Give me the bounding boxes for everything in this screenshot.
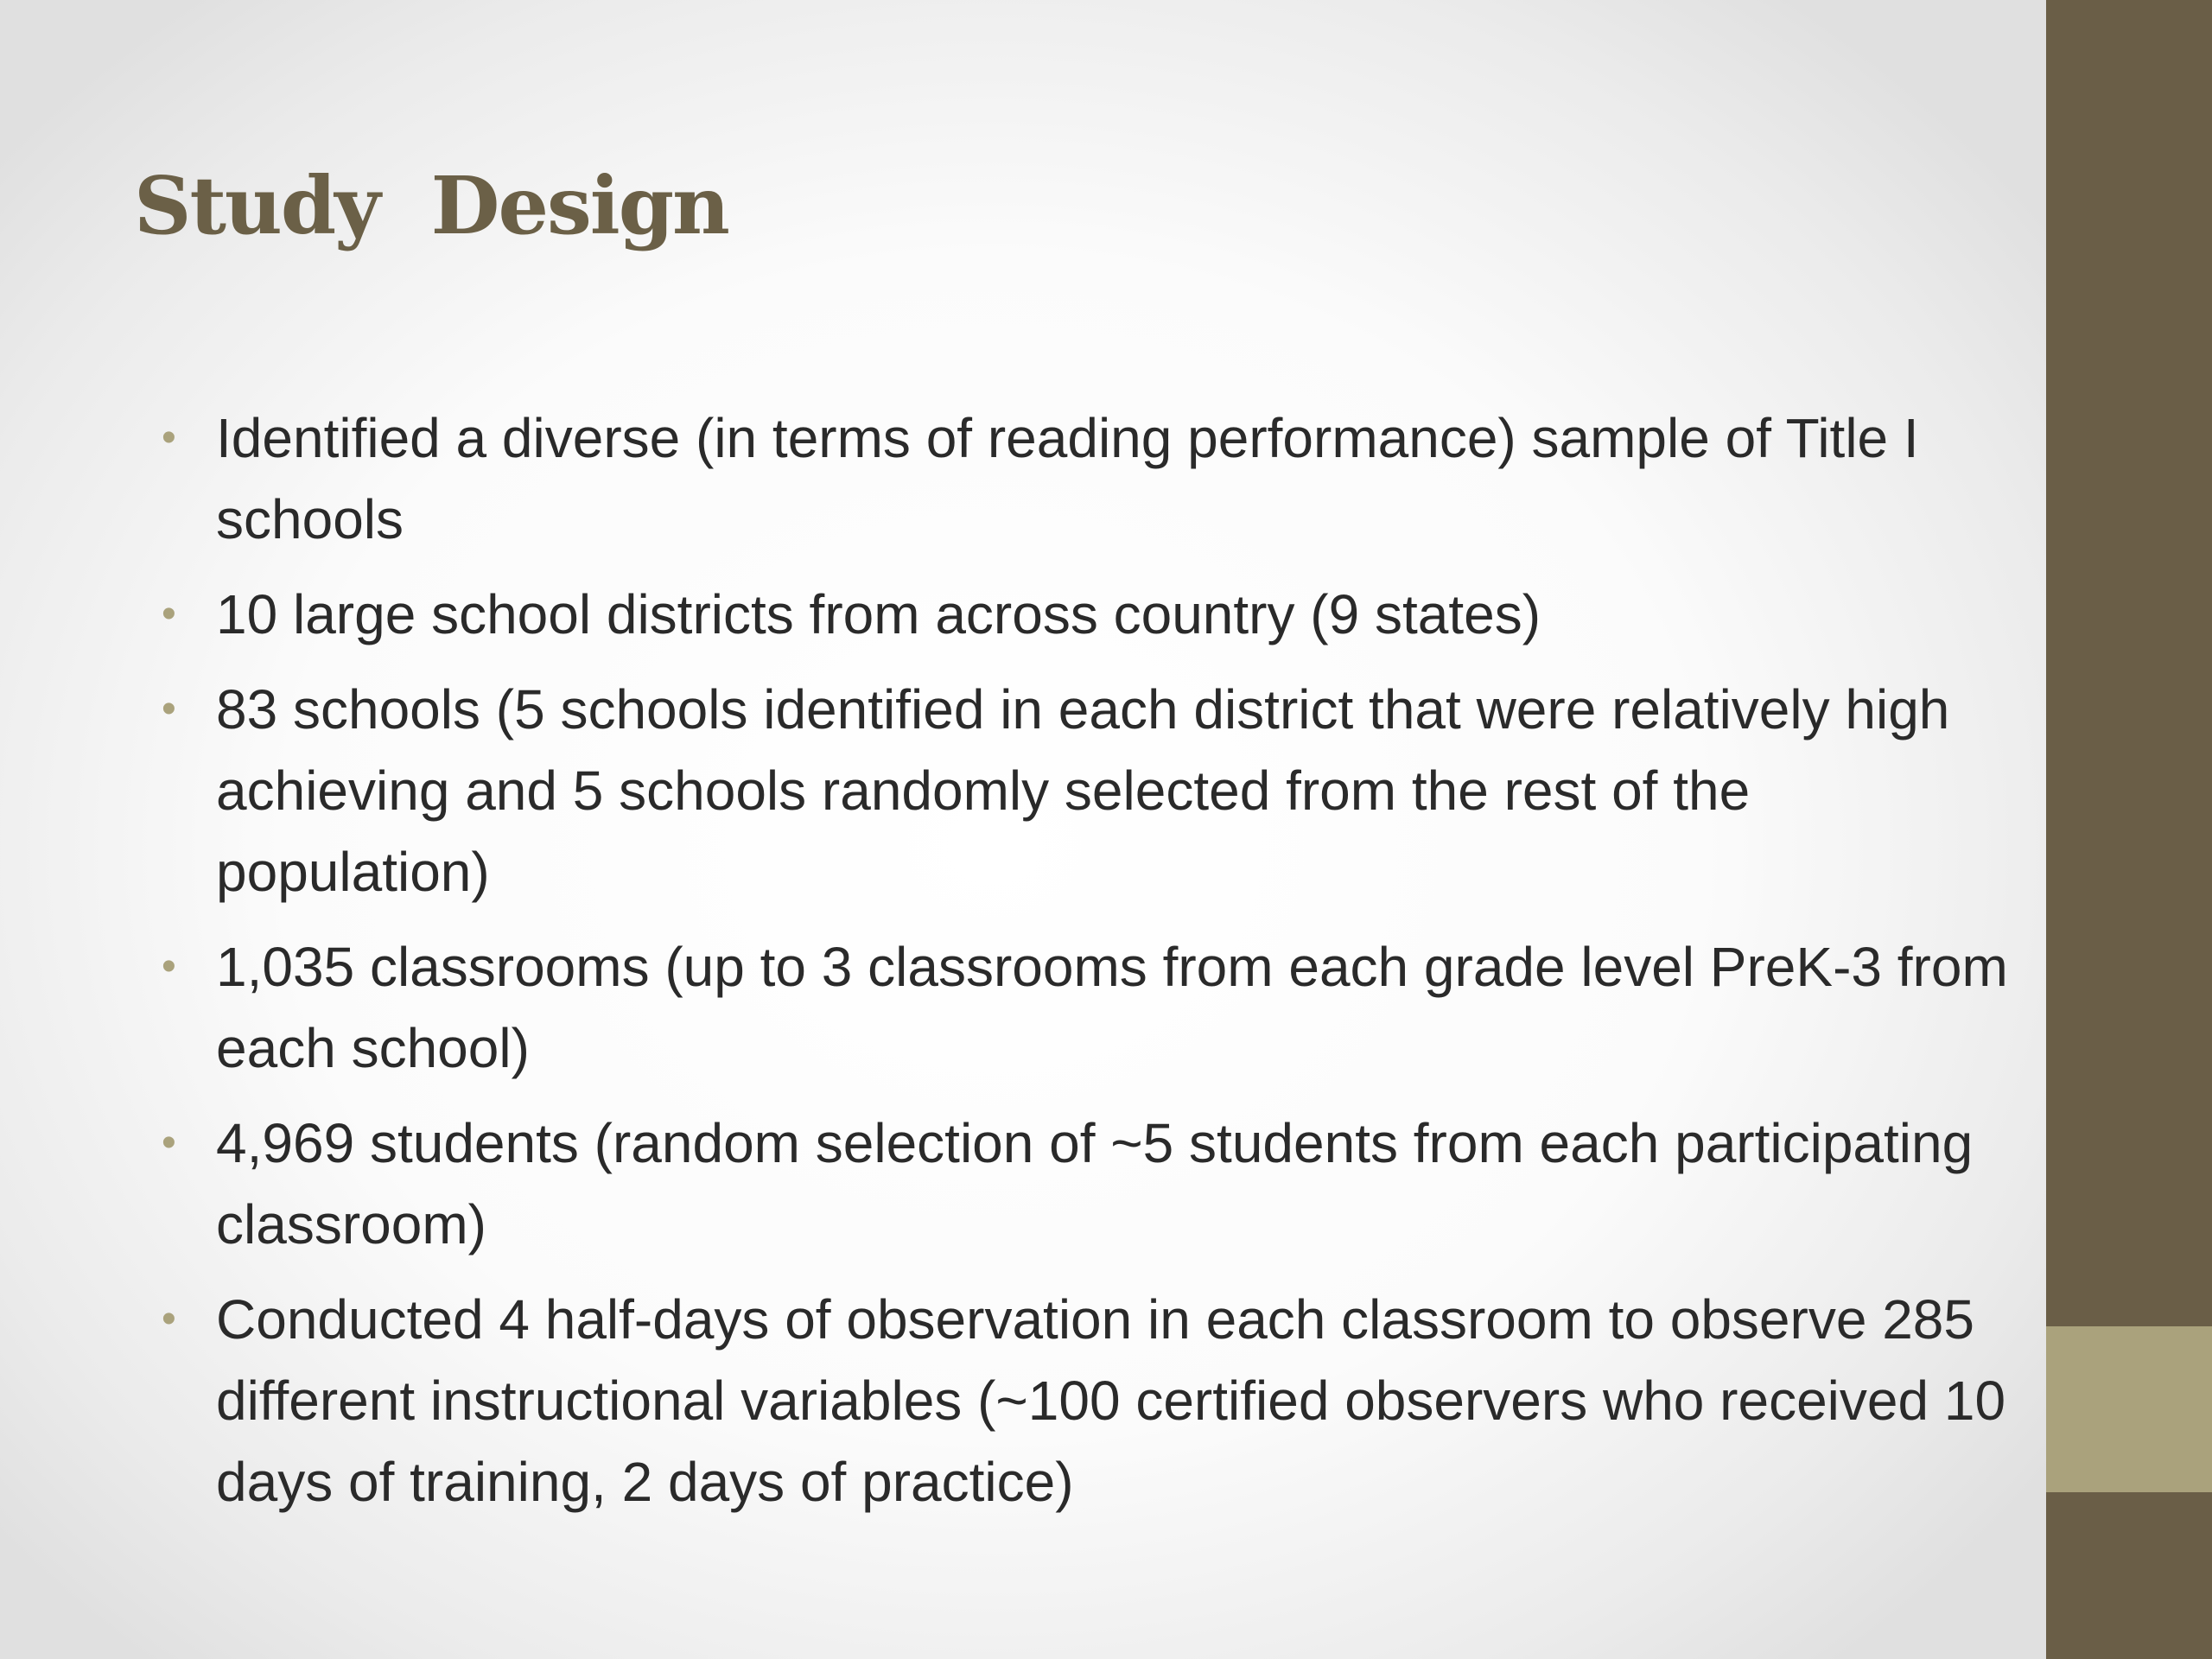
bullet-item: [162, 1103, 2022, 1265]
bullet-item: [162, 397, 2022, 560]
bullet-item: [162, 669, 2022, 912]
bullet-dot-icon: •: [162, 415, 176, 461]
bullet-text: 1,035 classrooms (up to 3 classrooms from each grade level PreK-3 from each school): [216, 936, 2008, 1079]
bullet-dot-icon: •: [162, 1296, 176, 1342]
bullet-list: [162, 397, 2022, 1536]
slide-title: Study Design: [134, 159, 728, 252]
side-accent-block: [2046, 1326, 2212, 1492]
bullet-item: [162, 926, 2022, 1089]
bullet-dot-icon: •: [162, 686, 176, 732]
bullet-text: Identified a diverse (in terms of reading performance) sample of Title I schools: [216, 407, 1919, 550]
bullet-dot-icon: •: [162, 591, 176, 637]
bullet-text: Conducted 4 half-days of observation in each classroom to observe 285 different instructional variables (~100 certified observers who received 10 days of training, 2 days of practice): [216, 1288, 2006, 1513]
bullet-text: 4,969 students (random selection of ~5 students from each participating classroom): [216, 1112, 1974, 1255]
bullet-dot-icon: •: [162, 944, 176, 989]
bullet-text: 10 large school districts from across country (9 states): [216, 583, 1541, 645]
bullet-item: [162, 1279, 2022, 1522]
bullet-item: [162, 574, 2022, 655]
bullet-dot-icon: •: [162, 1120, 176, 1166]
bullet-text: 83 schools (5 schools identified in each district that were relatively high achieving and 5 schools randomly selected from the rest of the population): [216, 678, 1950, 903]
